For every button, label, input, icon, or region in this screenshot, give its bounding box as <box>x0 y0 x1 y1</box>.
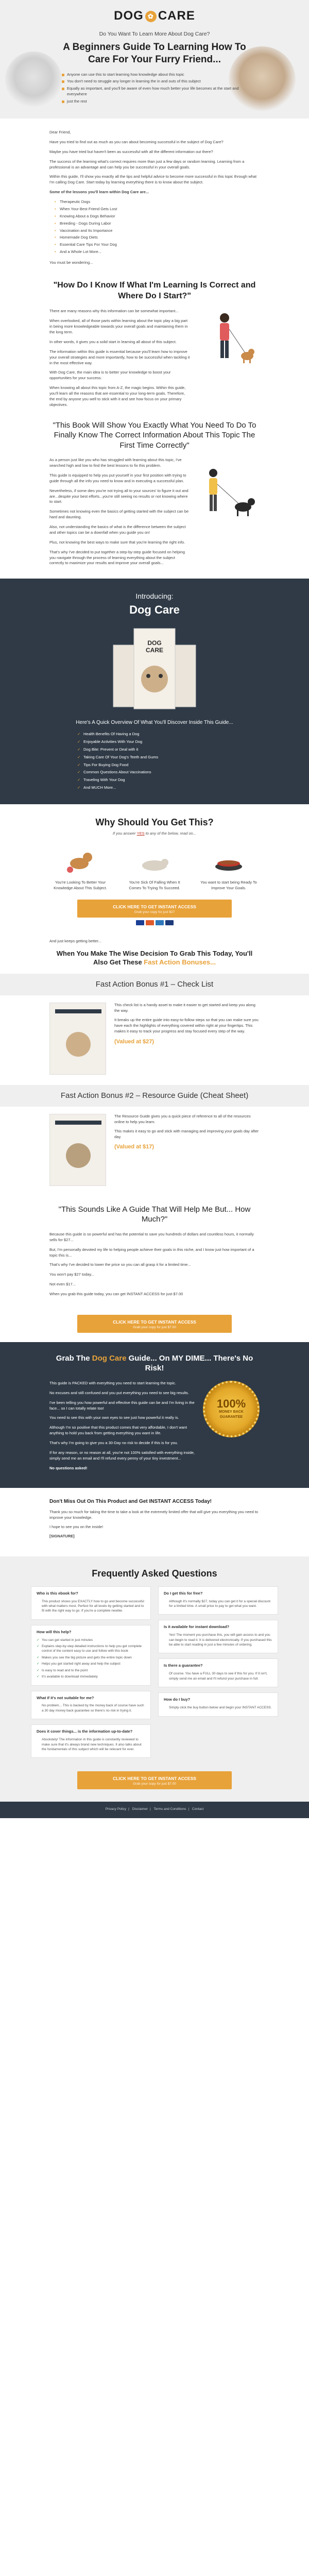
paragraph: The success of the learning what's correct requires more than just a few days or random learning. Learning from a professional is an advantage and can help you be successful in your overall goals. <box>49 159 245 170</box>
faq-card <box>158 1586 278 1615</box>
hero-bullet: You don't need to struggle any longer in learning the in and outs of this subject <box>62 79 247 84</box>
bonus-heading: When You Make The Wise Decision To Grab This Today, You'll Also Get These Fast Action Bonuses... <box>56 949 253 966</box>
faq-card <box>31 1625 151 1686</box>
footer-link-disclaimer[interactable]: Disclaimer <box>132 1807 148 1811</box>
paragraph: Nevertheless, if some dies you're not trying all to your sources' to figure it out and are...despite your best efforts...you're still seeing no results or not knowing where to start. <box>49 488 188 504</box>
paragraph: When you grab this guide today, you can get INSTANT ACCESS for just $7.00 <box>49 1292 183 1297</box>
paragraph: I've been telling you how powerful and effective this guide can be and I'm living in the face... so I can totally relate too! <box>49 1400 195 1411</box>
signature: [SIGNATURE] <box>49 1533 75 1538</box>
hero-pre-heading: Do You Want To Learn More About Dog Care? <box>99 30 210 37</box>
faq-answer: This product shows you EXACTLY how to go and become successful with what matters most. Perfect for all levels by getting started and to fit with the right way to go. If you're a complete newbie. <box>42 1599 144 1613</box>
faq-answer: Simply click the buy button below and begin your INSTANT ACCESS. <box>169 1706 272 1710</box>
section2-text <box>49 309 191 412</box>
guarantee-body <box>49 1381 260 1476</box>
why-subtitle: If you answer YES to any of the below, read on... <box>112 831 197 836</box>
footer: Privacy Policy | Disclaimer | Terms and Conditions | Contact <box>0 1802 309 1818</box>
faq-answer: Although it's normally $27, today you can get it for a special discount for a limited time. A small price to pay to get what you want. <box>169 1599 271 1608</box>
paragraph: In other words, it gives you a solid start in learning all about of this subject. <box>49 339 177 344</box>
faq-question: Is there a guarantee? <box>164 1663 203 1668</box>
paragraph: That's why I've decided to lower the price so you can all grasp it for a limited time... <box>49 1262 191 1267</box>
faq-question: How do I buy? <box>164 1697 191 1702</box>
product-title: Dog Care <box>129 603 180 616</box>
paragraph: If for any reason, or no reason at all, you're not 100% satisfied with everything inside, simply send me an email and I'll refund every penny of your tiny investment... <box>49 1450 195 1461</box>
bonus2-text <box>114 1114 260 1186</box>
footer-link-privacy[interactable]: Privacy Policy <box>105 1807 127 1811</box>
list-item: • Knowing About a Dogs Behavior <box>55 214 260 219</box>
paragraph: But, I'm personally devoted my life to helping people achieve their goals in this niche, and I know just how important of a topic this is... <box>49 1247 254 1258</box>
section-heading: "How Do I Know If What I'm Learning Is Correct and Where Do I Start?" <box>53 280 256 300</box>
why-card <box>126 845 183 891</box>
faq-question: Do I get this for free? <box>164 1590 203 1596</box>
check-item: ✓ Common Questions About Vaccinations <box>77 770 232 775</box>
paragraph: As a person just like you who has struggled with learning about this topic, I've searched high and low to find the best lessons to fix this problem. <box>49 457 182 468</box>
paragraph: Not even $17... <box>49 1282 76 1287</box>
faq-column-right <box>158 1586 278 1764</box>
bonus2 <box>0 1107 309 1196</box>
why-cards <box>0 845 309 891</box>
faq-question: Is it available for instant download? <box>164 1624 230 1630</box>
hero-bullets <box>62 72 247 105</box>
paragraph: The Resource Guide gives you a quick piece of reference to all of the resources online to help you learn. <box>114 1113 251 1124</box>
closing-title: Don't Miss Out On This Product and Get INSTANT ACCESS Today! <box>49 1498 212 1504</box>
footer-link-terms[interactable]: Terms and Conditions <box>153 1807 186 1811</box>
paragraph: It breaks up the entire guide into easy-to-follow steps so that you can make sure you have each the highlights of everything covered within right at your fingertips. This makes it easy to track your progress and stay focused every step of the way. <box>114 1017 259 1033</box>
paragraph: Also, not understanding the basics of what is the difference between the subject and other topics can be a downfall when you guide you on! <box>49 524 186 535</box>
hero-dog-image-left <box>5 52 62 108</box>
hero-bullet: Equally as important, and you'll be aware of even how much better your life becomes at the start and everywhere <box>62 86 247 97</box>
lesson-list <box>55 199 260 255</box>
woman-with-dog-illustration <box>198 309 260 365</box>
bonus1-cover-image <box>49 1003 106 1075</box>
why-section <box>0 804 309 931</box>
faq-answer: Absolutely! The information in this guide is constantly reviewed to make sure that it's always brand new techniques. It also talks about the fundamentals of this subject which will be relevant for ever. <box>42 1738 142 1752</box>
faq-question: Who is this ebook for? <box>37 1590 78 1596</box>
bonus1-title: Fast Action Bonus #1 – Check List <box>0 974 309 995</box>
list-item: • When Your Best Friend Gets Lost <box>55 207 260 212</box>
faq-columns <box>31 1586 278 1764</box>
intro-pre: Introducing: <box>135 592 174 601</box>
check-item: ✓ Enjoyable Activities With Your Dog <box>77 739 232 745</box>
hero-bullet: just the rest <box>62 99 247 105</box>
money-back-seal: 100% MONEY BACK GUARANTEE <box>203 1381 260 1437</box>
intro-checklist <box>77 732 232 791</box>
price-heading: "This Sounds Like A Guide That Will Help Me But... How Much?" <box>58 1205 251 1224</box>
check-item: ✓ Health Benefits Of Having a Dog <box>77 732 232 737</box>
buy-button[interactable]: CLICK HERE TO GET INSTANT ACCESS Grab your copy for just $7.00 <box>77 1315 232 1333</box>
paragraph: You won't pay $27 today... <box>49 1272 94 1277</box>
section3-body <box>0 457 309 570</box>
bonus1-value: (Valued at $27) <box>114 1038 154 1045</box>
hero-bullet: Anyone can use this to start learning how knowledge about this topic <box>62 72 247 78</box>
paragraph: Sometimes not knowing even the basics of getting started with the subject can be hard and daunting. <box>49 509 189 520</box>
paragraph: With Dog Care, the main idea is to better your knowledge to boost your opportunities for your success. <box>49 370 171 381</box>
price-text <box>0 1232 309 1307</box>
faq-card <box>31 1724 151 1758</box>
paragraph: No questions asked! <box>49 1465 88 1470</box>
bonus1 <box>0 995 309 1085</box>
faq-card <box>158 1620 278 1653</box>
list-item: • And a Whole Lot More... <box>55 249 260 255</box>
dog-bowl-icon <box>208 845 249 876</box>
check-item: ✓ And MUCH More... <box>77 785 232 791</box>
paragraph: You must be wondering... <box>49 260 93 265</box>
bonus2-cover-image <box>49 1114 106 1186</box>
list-item: • Breeding - Dogs During Labor <box>55 221 260 227</box>
amex-icon <box>156 920 164 925</box>
paragraph: This check list is a handy asset to make it easier to get started and keep you along the way. <box>114 1003 255 1013</box>
faq-section <box>0 1556 309 1802</box>
why-card <box>200 845 257 891</box>
list-item: • Vaccination and Its Importance <box>55 228 260 234</box>
list-title: Some of the lessons you'll learn within Dog Care are... <box>49 190 149 195</box>
footer-link-contact[interactable]: Contact <box>192 1807 204 1811</box>
sales-letter <box>0 118 309 275</box>
dog-with-ball-icon <box>60 845 101 876</box>
buy-button[interactable]: CLICK HERE TO GET INSTANT ACCESS Grab your copy for just $27 <box>77 900 232 918</box>
product-intro <box>0 579 309 804</box>
bonus2-value: (Valued at $17) <box>114 1144 154 1150</box>
faq-column-left <box>31 1586 151 1764</box>
why-card-text: You're Looking To Better Your Knowledge About This Subject. <box>54 880 107 890</box>
logo: DOG ✿ CARE <box>114 9 195 23</box>
faq-question: What if it's not suitable for me? <box>37 1695 94 1700</box>
paragraph: When knowing all about this topic from A-Z, the magic begins. Within this guide, you'll learn all the reasons that are essential to your long-term goals. Therefore, the end by anyone you well to stick with it and see how focus on your primary objectives. <box>49 385 186 407</box>
guarantee-section <box>0 1342 309 1488</box>
paragraph: When overlooked, all of those parts within learning about the topic play a big part in being more knowledgeable towards your overall goals and maintaining them in the long term. <box>49 318 188 335</box>
why-title: Why Should You Get This? <box>95 817 214 828</box>
greeting: Dear Friend, <box>49 130 71 134</box>
list-item: • Homemade Dog Diets <box>55 235 260 241</box>
buy-button[interactable]: CLICK HERE TO GET INSTANT ACCESS Grab your copy for just $7.00 <box>77 1771 232 1789</box>
bonus-lead: And just keeps getting better... <box>49 938 101 943</box>
paragraph: Because this guide is so powerful and has the potential to save you hundreds of dollars and countless hours, it normally sells for $27... <box>49 1231 254 1242</box>
faq-answer: ✓ You can get started in just minutes ✓ Explains step-by-step detailed instructions to help you get complete control of the content easy to use and follow with this book ✓ Makes you see the big picture and gets the entire topic down ✓ Helps you get started right away and help the subject ✓ Is easy to read and to the point ✓ It's available to download immediately <box>37 1638 145 1680</box>
section3-text <box>49 457 191 570</box>
paragraph: You need to see this with your own eyes to see just how powerful it really is. <box>49 1415 179 1420</box>
faq-question: How will this help? <box>37 1629 72 1634</box>
check-item: ✓ Dog Bite: Prevent or Deal with it <box>77 747 232 753</box>
paragraph: This makes it easy to go and stick with managing and improving your goals day after day. <box>114 1128 259 1139</box>
paragraph: Thank you so much for taking the time to take a look at the extremely limited offer that will give you everything you need to improve your knowledge. <box>49 1510 259 1520</box>
guarantee-heading: Grab The Dog Care Guide... On MY DIME... There's No Risk! <box>56 1353 253 1373</box>
check-item: ✓ Tips For Buying Dog Food <box>77 762 232 768</box>
paragraph: That's why I'm going to give you a 30-Day no risk to decide if this is for you. <box>49 1440 178 1446</box>
product-book-image <box>103 624 206 712</box>
dog-walking-illustration <box>198 457 260 514</box>
guarantee-text <box>49 1381 196 1476</box>
section2-body <box>0 309 309 412</box>
paypal-icon <box>165 920 174 925</box>
paragraph: This guide is equipped to help you put yourself in your first position with trying to guide through all the info you need to know and in executing a successful plan. <box>49 472 186 483</box>
faq-answer: Of course. You have a FULL 30 days to see if this for you. If it isn't, simply send me an email and I'll refund your purchase in full. <box>169 1672 268 1681</box>
why-card <box>52 845 109 891</box>
payment-icons <box>0 920 309 925</box>
paragraph: I hope to see you on the inside! <box>49 1524 104 1529</box>
visa-icon <box>136 920 144 925</box>
faq-card <box>31 1586 151 1620</box>
why-card-text: You're Sick Of Falling When It Comes To Trying To Succeed. <box>129 880 180 890</box>
check-item: ✓ Traveling With Your Dog <box>77 777 232 783</box>
sleeping-dog-icon <box>134 845 175 876</box>
paragraph: Have you tried to find out as much as you can about becoming successful in the subject of Dog Care? <box>49 139 224 144</box>
why-card-text: You want to start being Ready To Improve Your Goals. <box>200 880 257 890</box>
paragraph: There are many reasons why this information can be somewhat important... <box>49 309 179 314</box>
hero-title: A Beginners Guide To Learning How To Care For Your Furry Friend... <box>63 42 246 65</box>
paragraph: Maybe you have tried but haven't been as successful with all the different information out there? <box>49 149 213 154</box>
paragraph: No excuses and still confused and you put everything you need to see big results. <box>49 1390 189 1395</box>
faq-title: Frequently Asked Questions <box>92 1568 217 1579</box>
svg-text:CARE: CARE <box>145 646 164 654</box>
list-item: • Therapeutic Dogs <box>55 199 260 205</box>
book-cover-title: DOG <box>147 639 162 647</box>
section-heading: "This Book Will Show You Exactly What You Need To Do To Finally Know The Correct Information About This Topic The First Time Correctly" <box>53 420 256 450</box>
paragraph: The information within this guide is essential because you'll learn how to improve your overall strategies and more importantly, how to be successful when tackling it in the most effective way. <box>49 349 190 365</box>
bonus1-text <box>114 1003 260 1075</box>
faq-card <box>158 1692 278 1716</box>
paragraph: That's why I've decided to put together a step-by-step guide focused on helping you navigate through the process of learning everything about the subject correctly to maximize your results and improve your overall goals... <box>49 549 185 566</box>
check-item: ✓ Taking Care Of Your Dog's Teeth and Gums <box>77 755 232 760</box>
faq-question: Does it cover things... is the information up-to-date? <box>37 1729 133 1734</box>
faq-answer: Yes! The moment you purchase this, you will gain access to and you can begin to read it. It is delivered electronically. If you purchased this be able to start reading in just a few minutes of ordering. <box>169 1633 272 1647</box>
paragraph: Plus, not knowing the best ways to make sure that you're learning the right info. <box>49 539 185 545</box>
paragraph: Although I'm so positive that this product comes that very affordable, I don't want anything to hold you back from getting everything you want in life. <box>49 1425 187 1436</box>
list-item: • Essential Care Tips For Your Dog <box>55 242 260 248</box>
faq-card <box>31 1691 151 1720</box>
hero-header <box>0 0 309 118</box>
paw-icon: ✿ <box>145 11 157 22</box>
faq-answer: No problem... This is backed by the money back of course have such a 30 day money back guarantee so there's no risk in trying it. <box>42 1704 144 1713</box>
mastercard-icon <box>146 920 154 925</box>
paragraph: This guide is PACKED with everything you need to start learning the topic. <box>49 1380 176 1385</box>
paragraph: Within this guide, I'll show you exactly all the tips and helpful advice to become more successful in this topic through what I'm calling Dog Care. Start today by learning everything there is to know about the subject. <box>49 174 257 185</box>
closing-section <box>0 1488 309 1551</box>
intro-subheading: Here's A Quick Overview Of What You'll Discover Inside This Guide... <box>76 719 233 725</box>
faq-card <box>158 1658 278 1687</box>
bonus2-title: Fast Action Bonus #2 – Resource Guide (Cheat Sheet) <box>0 1085 309 1107</box>
